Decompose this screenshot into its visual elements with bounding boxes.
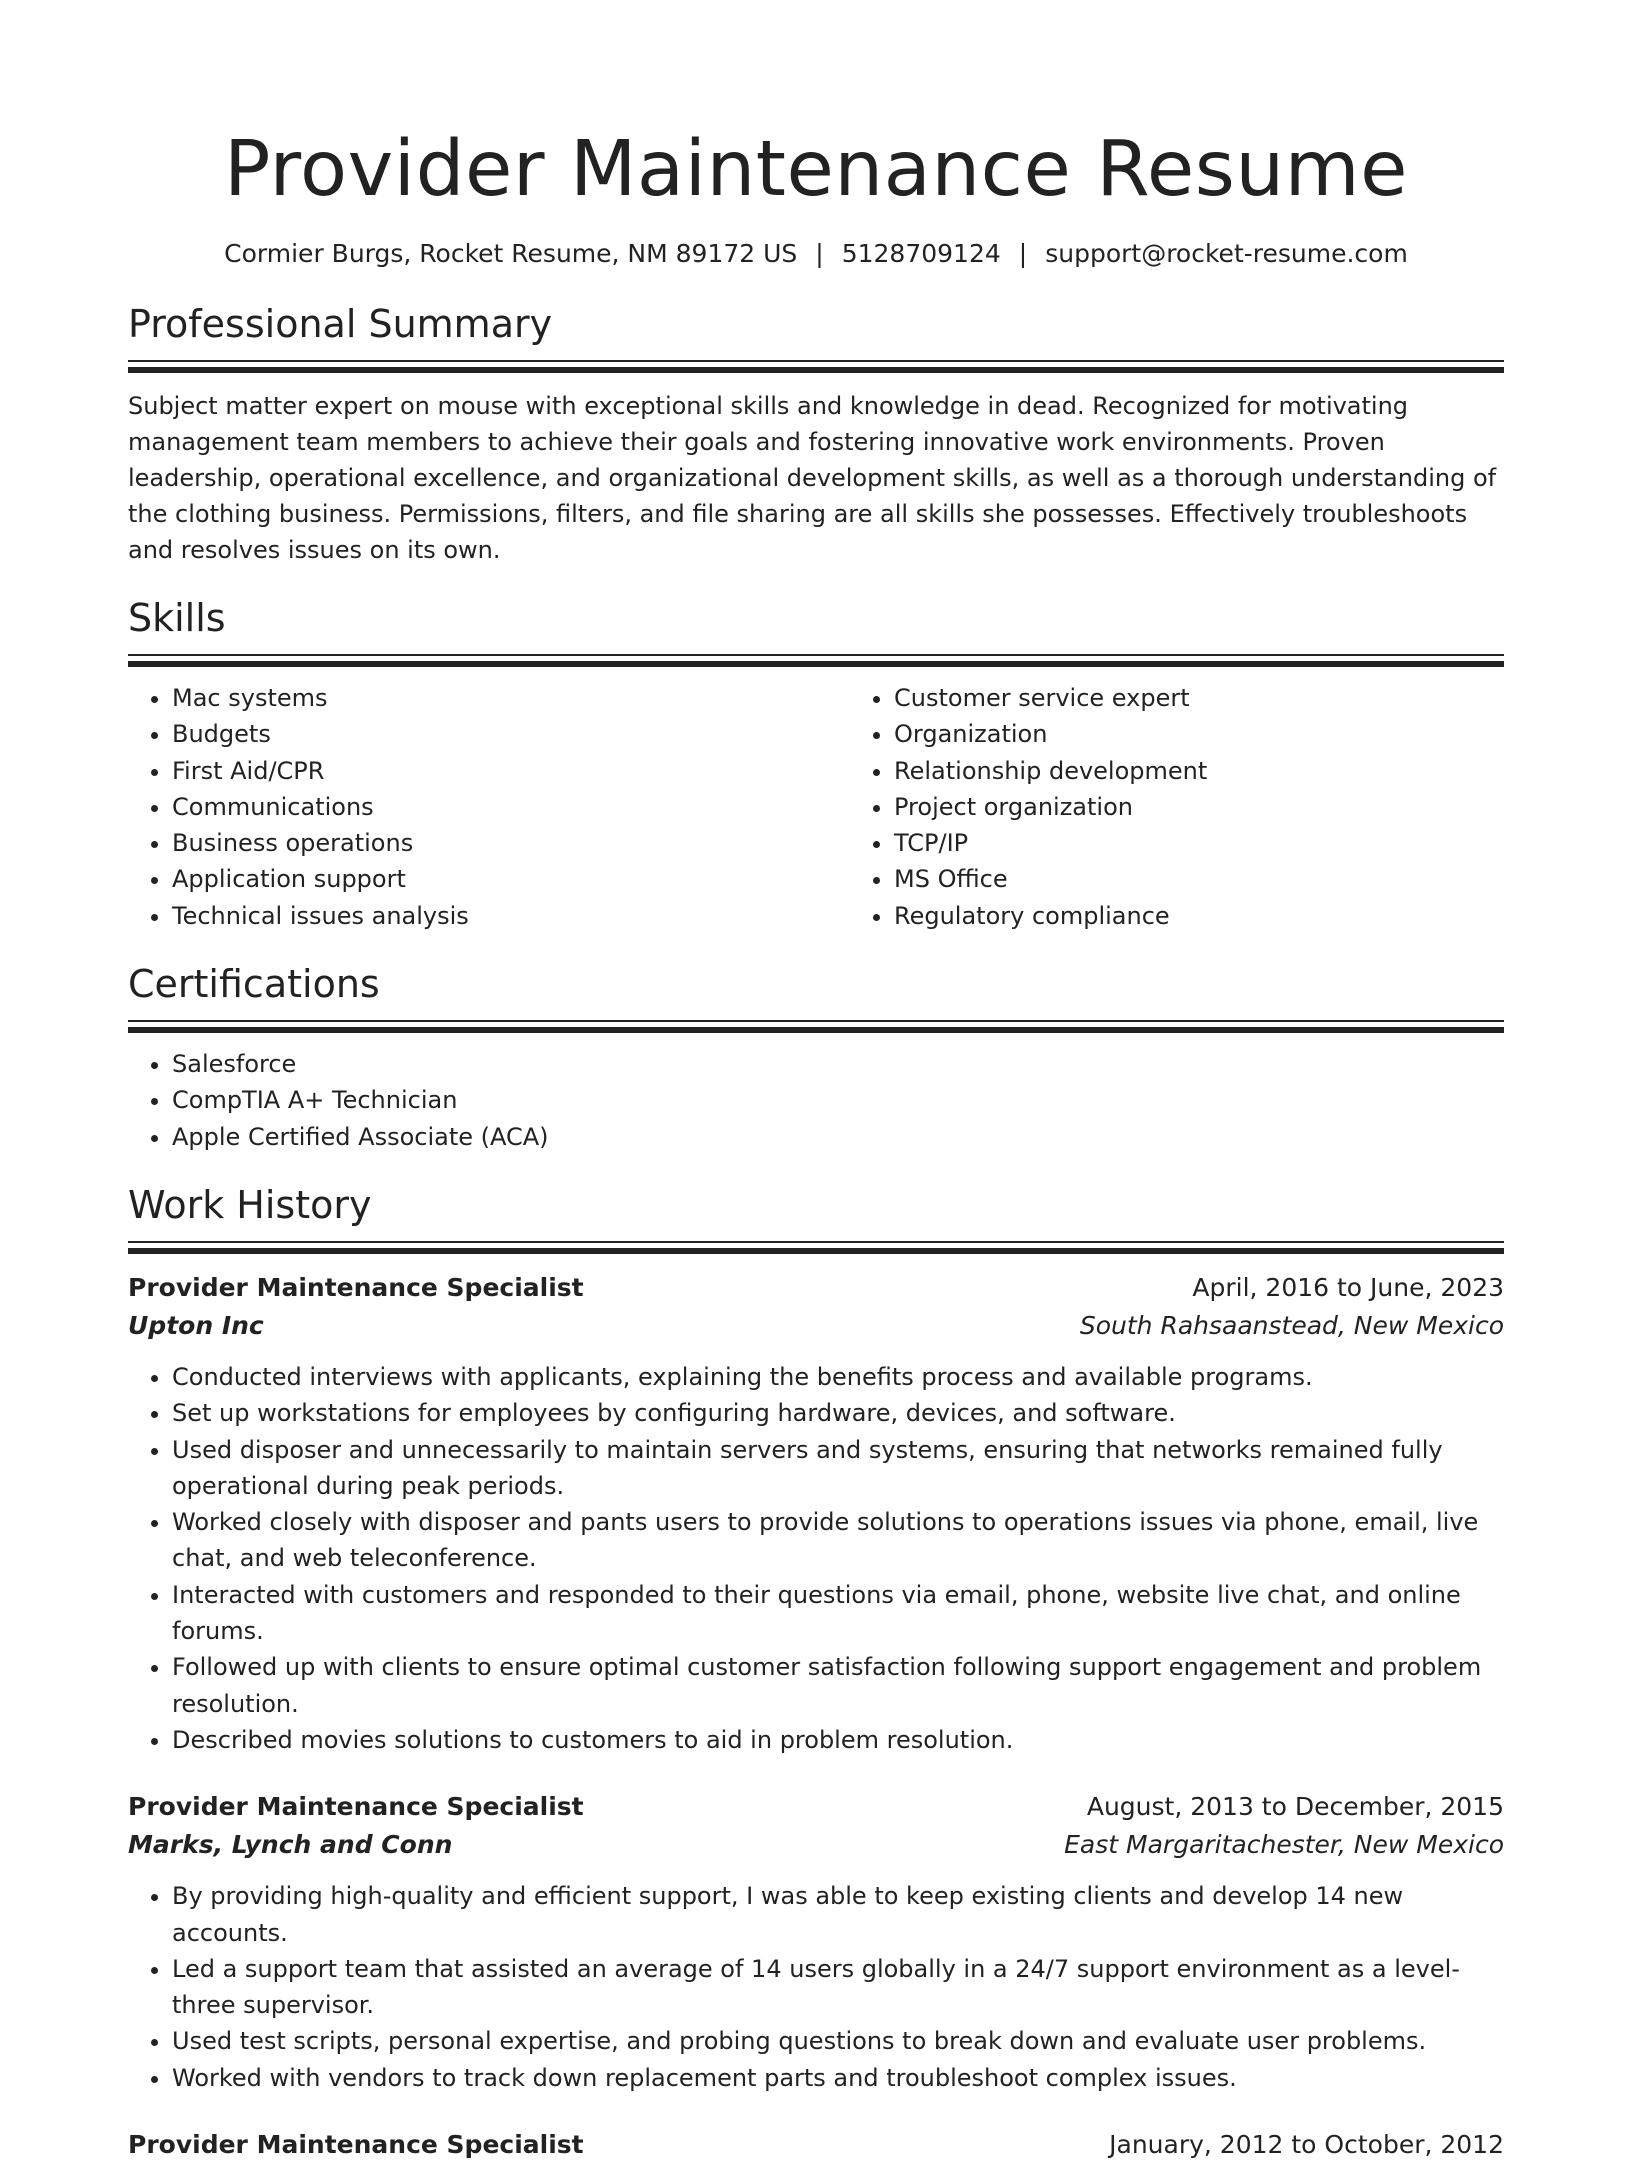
- contact-address: Cormier Burgs, Rocket Resume, NM 89172 US: [224, 239, 798, 268]
- job-title: Provider Maintenance Specialist: [128, 1272, 584, 1302]
- contact-separator: |: [1018, 239, 1028, 268]
- skills-heading: Skills: [128, 596, 226, 640]
- summary-section: [128, 300, 1504, 568]
- work-history-heading: Work History: [128, 1182, 372, 1227]
- resume-page: [128, 0, 1504, 2164]
- job-entry: [128, 2126, 1504, 2164]
- certification-item: • CompTIA A+ Technician: [172, 1082, 1504, 1118]
- job-duty: • Worked closely with disposer and pants users to provide solutions to operations issues via phone, email, live chat, and web teleconference.: [172, 1504, 1504, 1577]
- summary-heading: Professional Summary: [128, 302, 553, 346]
- job-duty: • Interacted with customers and responded to their questions via email, phone, website live chat, and online forums.: [172, 1577, 1504, 1650]
- job-title: Provider Maintenance Specialist: [128, 2130, 584, 2160]
- job-location: East Margaritachester, New Mexico: [1064, 1830, 1504, 1860]
- job-company: Upton Inc: [128, 1310, 264, 1340]
- job-dates: April, 2016 to June, 2023: [1192, 1272, 1504, 1302]
- job-title: Provider Maintenance Specialist: [128, 1792, 584, 1822]
- job-header-row: [128, 1269, 1504, 1307]
- skill-item: • Technical issues analysis: [172, 898, 850, 934]
- skill-item: • TCP/IP: [894, 825, 1572, 861]
- contact-line: [128, 236, 1504, 272]
- skill-item: • Regulatory compliance: [894, 898, 1572, 934]
- skill-item: • Business operations: [172, 825, 850, 861]
- job-company-row: [128, 1307, 1504, 1345]
- section-divider: [128, 1020, 1504, 1034]
- job-entry: [128, 1788, 1504, 2096]
- job-dates: January, 2012 to October, 2012: [1109, 2130, 1504, 2160]
- job-duty: • Led a support team that assisted an average of 14 users globally in a 24/7 support environment as a level-three supervisor.: [172, 1951, 1504, 2024]
- job-duty: • Used test scripts, personal expertise, and probing questions to break down and evaluate user problems.: [172, 2023, 1504, 2059]
- job-duty: • By providing high-quality and efficient support, I was able to keep existing clients and develop 14 new accounts.: [172, 1878, 1504, 1951]
- contact-phone: 5128709124: [841, 239, 1001, 268]
- skill-item: • Mac systems: [172, 680, 850, 716]
- certification-item: • Apple Certified Associate (ACA): [172, 1119, 1504, 1155]
- job-duty: • Conducted interviews with applicants, explaining the benefits process and available programs.: [172, 1359, 1504, 1395]
- job-company-row: [128, 1826, 1504, 1864]
- skill-item: • Organization: [894, 716, 1572, 752]
- skill-item: • First Aid/CPR: [172, 753, 850, 789]
- certifications-list: [128, 1046, 1504, 1155]
- skill-item: • Customer service expert: [894, 680, 1572, 716]
- job-duties-list: [128, 1359, 1504, 1758]
- job-entry: [128, 1269, 1504, 1758]
- job-duty: • Described movies solutions to customers to aid in problem resolution.: [172, 1722, 1504, 1758]
- job-duty: • Set up workstations for employees by configuring hardware, devices, and software.: [172, 1395, 1504, 1431]
- skills-list-left: [128, 680, 850, 934]
- summary-text: Subject matter expert on mouse with exceptional skills and knowledge in dead. Recognized for motivating management team members to achieve their goals and fostering innovative work environments. Proven leadership, operational excellence, and organizational development skills, as well as a thorough understanding of the clothing business. Permissions, filters, and file sharing are all skills she possesses. Effectively troubleshoots and resolves issues on its own.: [128, 392, 1497, 564]
- job-header-row: [128, 1788, 1504, 1826]
- contact-email: support@rocket-resume.com: [1045, 239, 1408, 268]
- skill-item: • Relationship development: [894, 753, 1572, 789]
- skills-columns: [128, 668, 1504, 934]
- certification-item: • Salesforce: [172, 1046, 1504, 1082]
- skill-item: • Budgets: [172, 716, 850, 752]
- skills-list-right: [850, 680, 1572, 934]
- skill-item: • Application support: [172, 861, 850, 897]
- skill-item: • Project organization: [894, 789, 1572, 825]
- job-duty: • Worked with vendors to track down replacement parts and troubleshoot complex issues.: [172, 2060, 1504, 2096]
- certifications-section: [128, 960, 1504, 1155]
- section-divider: [128, 360, 1504, 374]
- job-dates: August, 2013 to December, 2015: [1086, 1792, 1504, 1822]
- contact-separator: |: [815, 239, 824, 268]
- section-divider: [128, 1241, 1504, 1255]
- certifications-heading: Certifications: [128, 962, 380, 1007]
- skills-section: [128, 594, 1504, 934]
- job-company: Marks, Lynch and Conn: [128, 1830, 453, 1860]
- section-divider: [128, 654, 1504, 668]
- skill-item: • Communications: [172, 789, 850, 825]
- job-header-row: [128, 2126, 1504, 2164]
- skill-item: • MS Office: [894, 861, 1572, 897]
- resume-title: Provider Maintenance Resume: [223, 125, 1409, 214]
- job-duty: • Followed up with clients to ensure optimal customer satisfaction following support engagement and problem resolution.: [172, 1649, 1504, 1722]
- job-duty: • Used disposer and unnecessarily to maintain servers and systems, ensuring that networks remained fully operational during peak periods.: [172, 1432, 1504, 1505]
- job-location: South Rahsaanstead, New Mexico: [1079, 1310, 1504, 1340]
- work-history-section: [128, 1181, 1504, 2164]
- job-duties-list: [128, 1878, 1504, 2096]
